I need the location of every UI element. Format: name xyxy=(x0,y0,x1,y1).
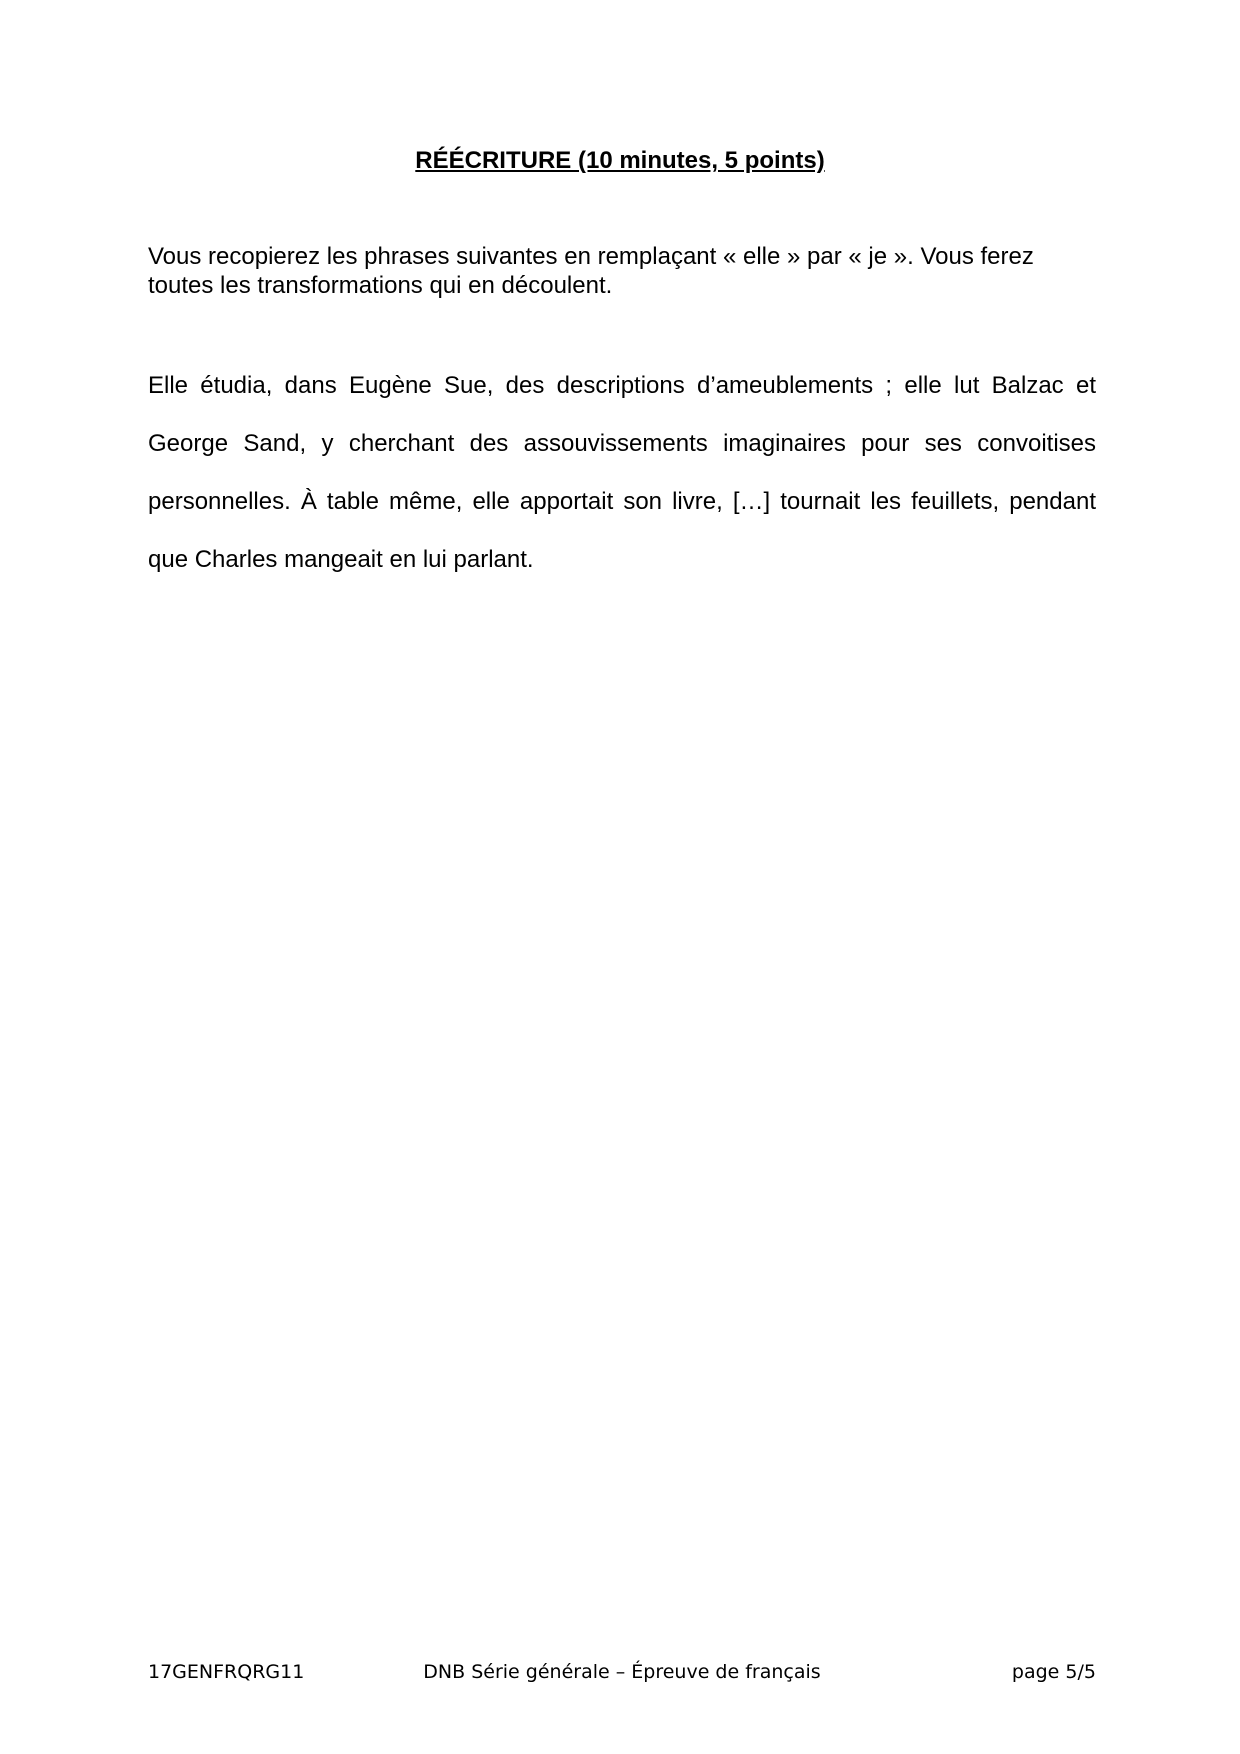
footer-page-number: page 5/5 xyxy=(1011,1661,1096,1683)
page-footer xyxy=(148,1658,1096,1686)
section-title: RÉÉCRITURE (10 minutes, 5 points) xyxy=(415,147,825,174)
footer-exam-title: DNB Série générale – Épreuve de français xyxy=(423,1661,821,1683)
passage-text: Elle étudia, dans Eugène Sue, des descriptions d’ameublements ; elle lut Balzac et George Sand, y cherchant des assouvissements imaginaires pour ses convoitises personnelles. À table même, elle apportait son livre, […] tournait les feuillets, pendant que Charles mangeait en lui parlant. xyxy=(148,372,1096,573)
instruction-text: Vous recopierez les phrases suivantes en remplaçant « elle » par « je ». Vous ferez toutes les transformations qui en découlent. xyxy=(148,243,1034,299)
footer-document-code: 17GENFRQRG11 xyxy=(148,1661,305,1683)
